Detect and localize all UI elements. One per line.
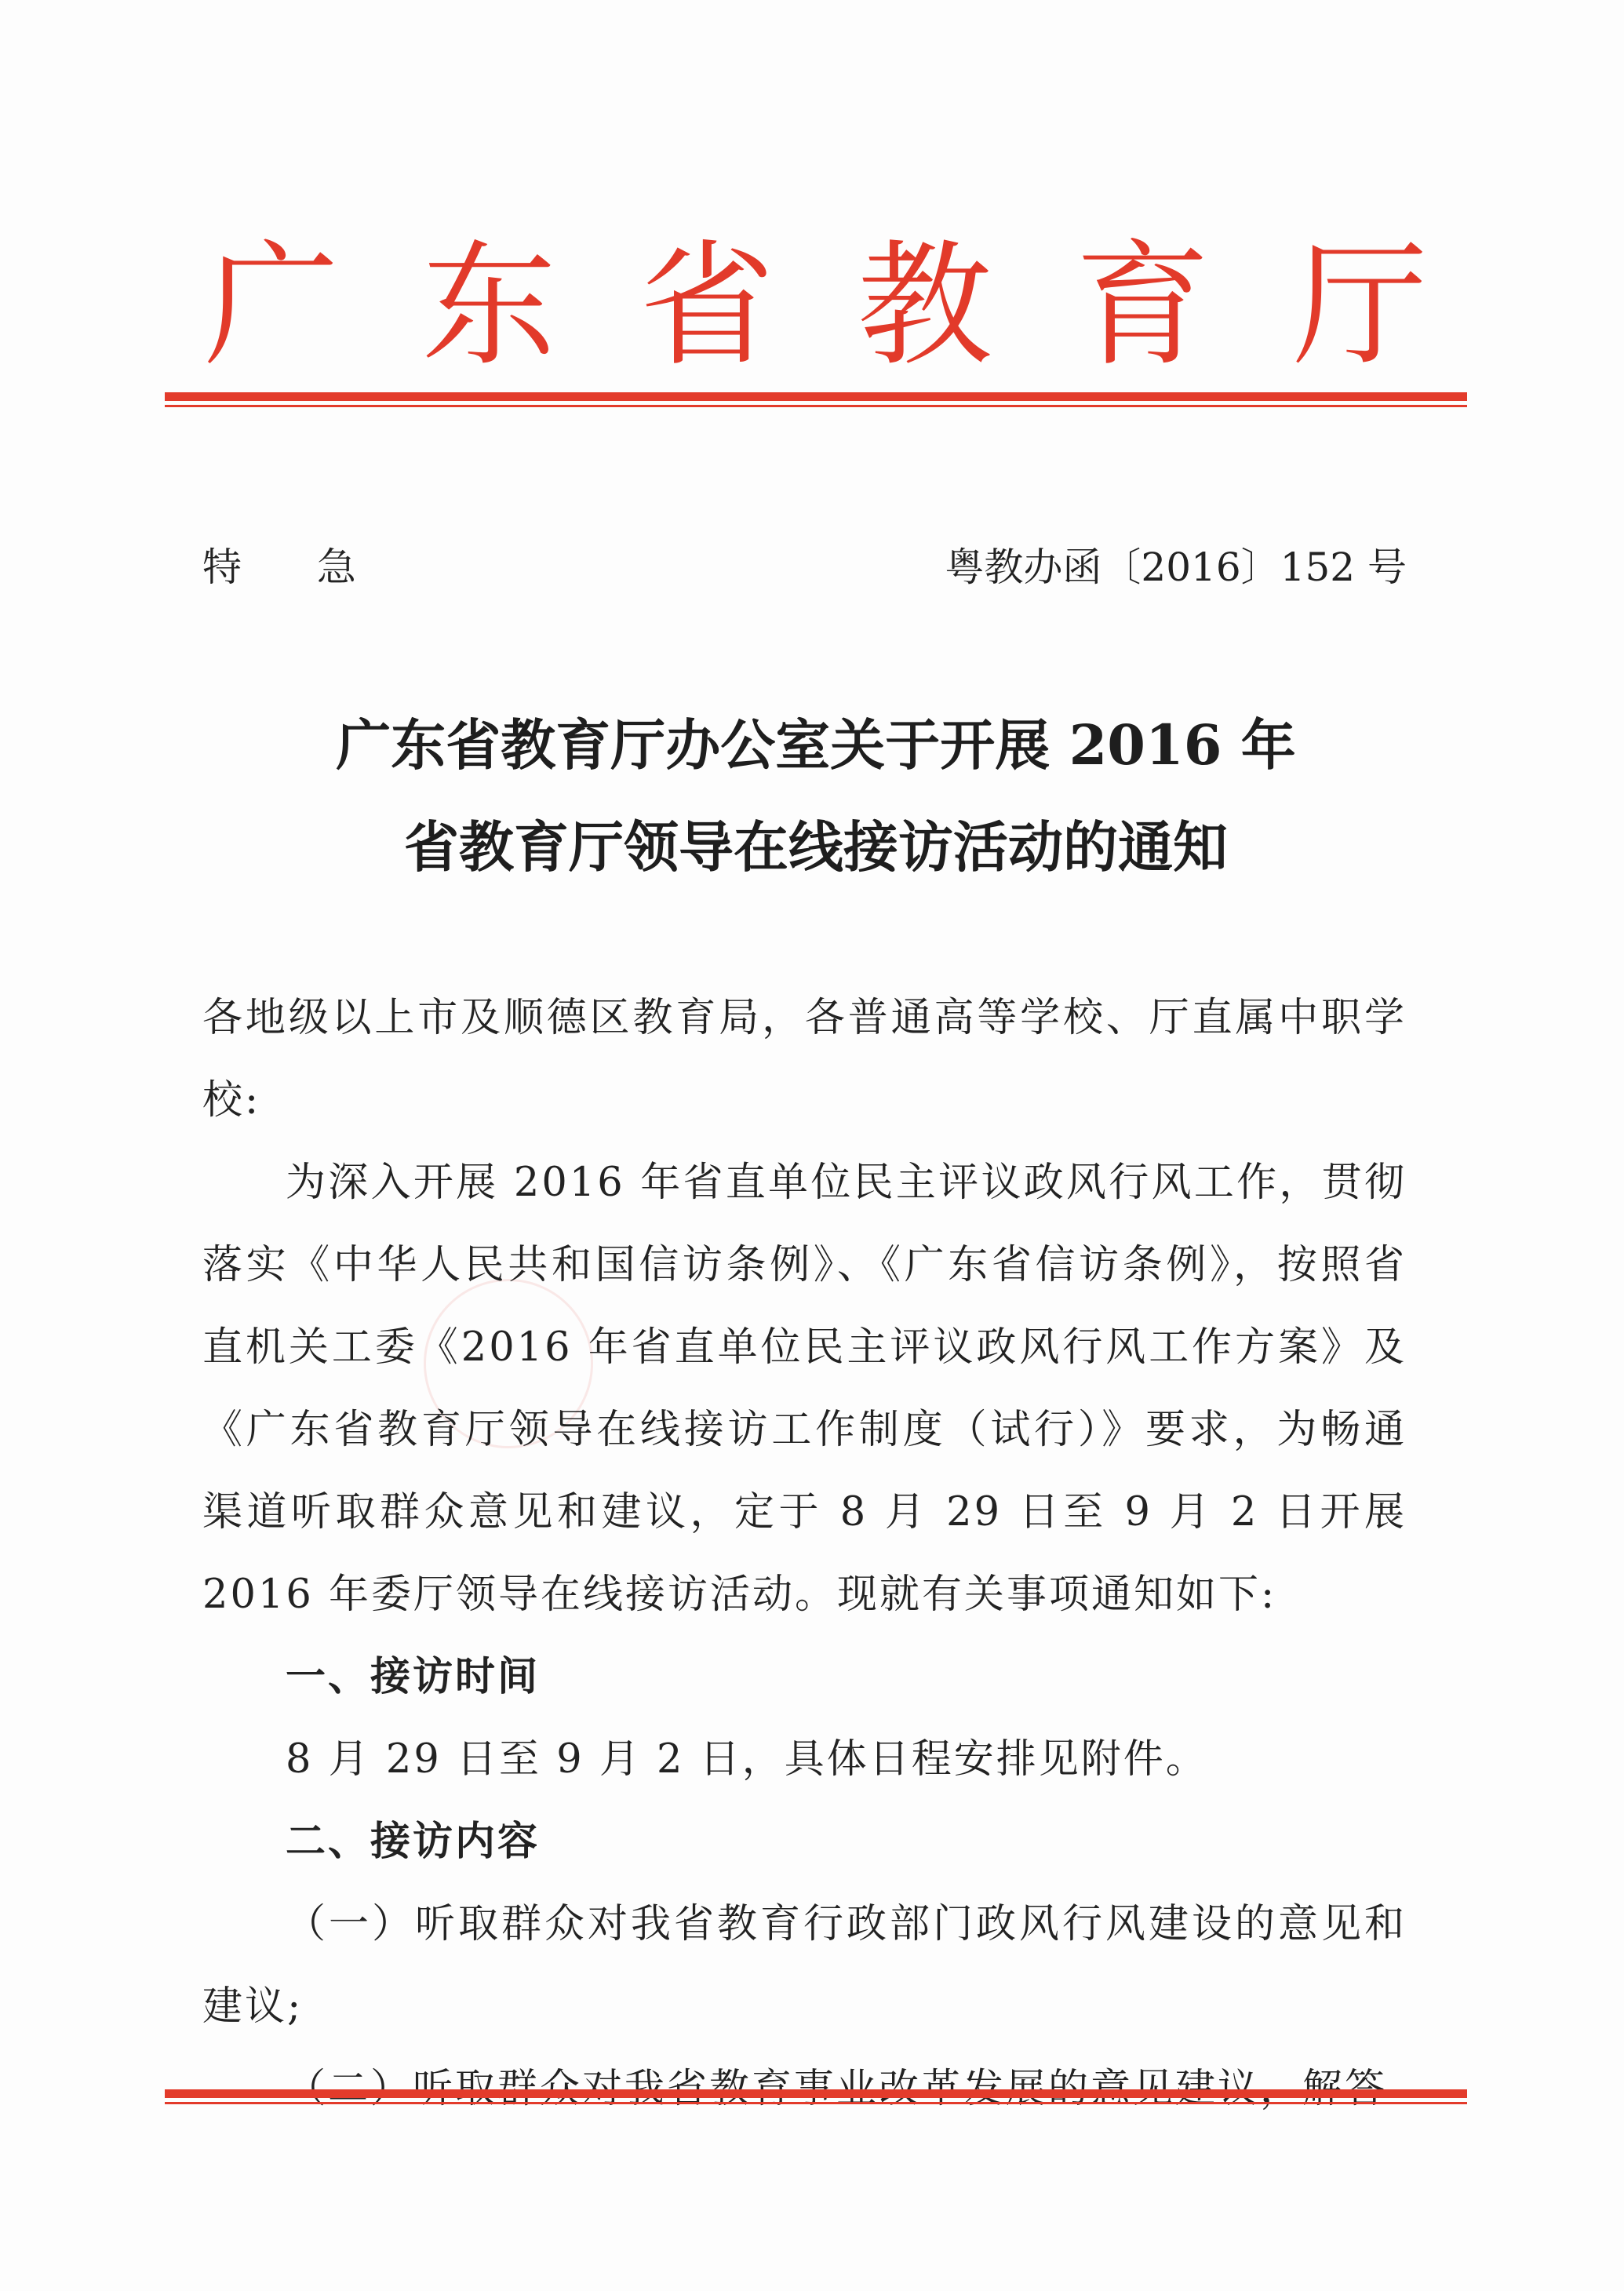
header-rule-thin [165,405,1467,407]
document-number: 粤教办函〔2016〕152 号 [945,545,1407,590]
letterhead-char: 省 [639,227,775,384]
title-line-1: 广东省教育厅办公室关于开展 2016 年 [336,712,1296,778]
intro-paragraph: 为深入开展 2016 年省直单位民主评议政风行风工作，贯彻落实《中华人民共和国信访条例》、《广东省信访条例》，按照省直机关工委《2016 年省直单位民主评议政风行风工作方案》及《广东省教育厅领导在线接访工作制度（试行）》要求，为畅通渠道听取群众意见和建议，定于 8 月 29 日至 9 月 2 日开展 2016 年委厅领导在线接访活动。现就有关事项通知如下: [202,1160,1407,1618]
letterhead-char: 教 [857,227,992,384]
content-item-1: （一）听取群众对我省教育行政部门政风行风建设的意见和建议; [202,1901,1407,2030]
section-heading-time: 一、接访时间 [286,1654,541,1700]
document-body [202,977,1407,2130]
footer-rule-thin [165,2102,1467,2104]
footer-rule-thick [165,2089,1467,2098]
document-title [71,694,1561,898]
recipients: 各地级以上市及顺德区教育局，各普通高等学校、厅直属中职学校: [202,995,1407,1124]
section-heading-content: 二、接访内容 [286,1819,541,1865]
letterhead-char: 东 [421,227,557,384]
document-meta [202,540,1407,595]
letterhead-char: 厅 [1292,227,1428,384]
header-rule-thick [165,392,1467,401]
letterhead-char: 广 [204,227,339,384]
urgency-label: 特 急 [202,545,388,590]
letterhead-char: 育 [1075,227,1211,384]
letterhead [204,228,1428,384]
section-text-time: 8 月 29 日至 9 月 2 日，具体日程安排见附件。 [286,1736,1208,1783]
title-line-2: 省教育厅领导在线接访活动的通知 [404,814,1228,880]
